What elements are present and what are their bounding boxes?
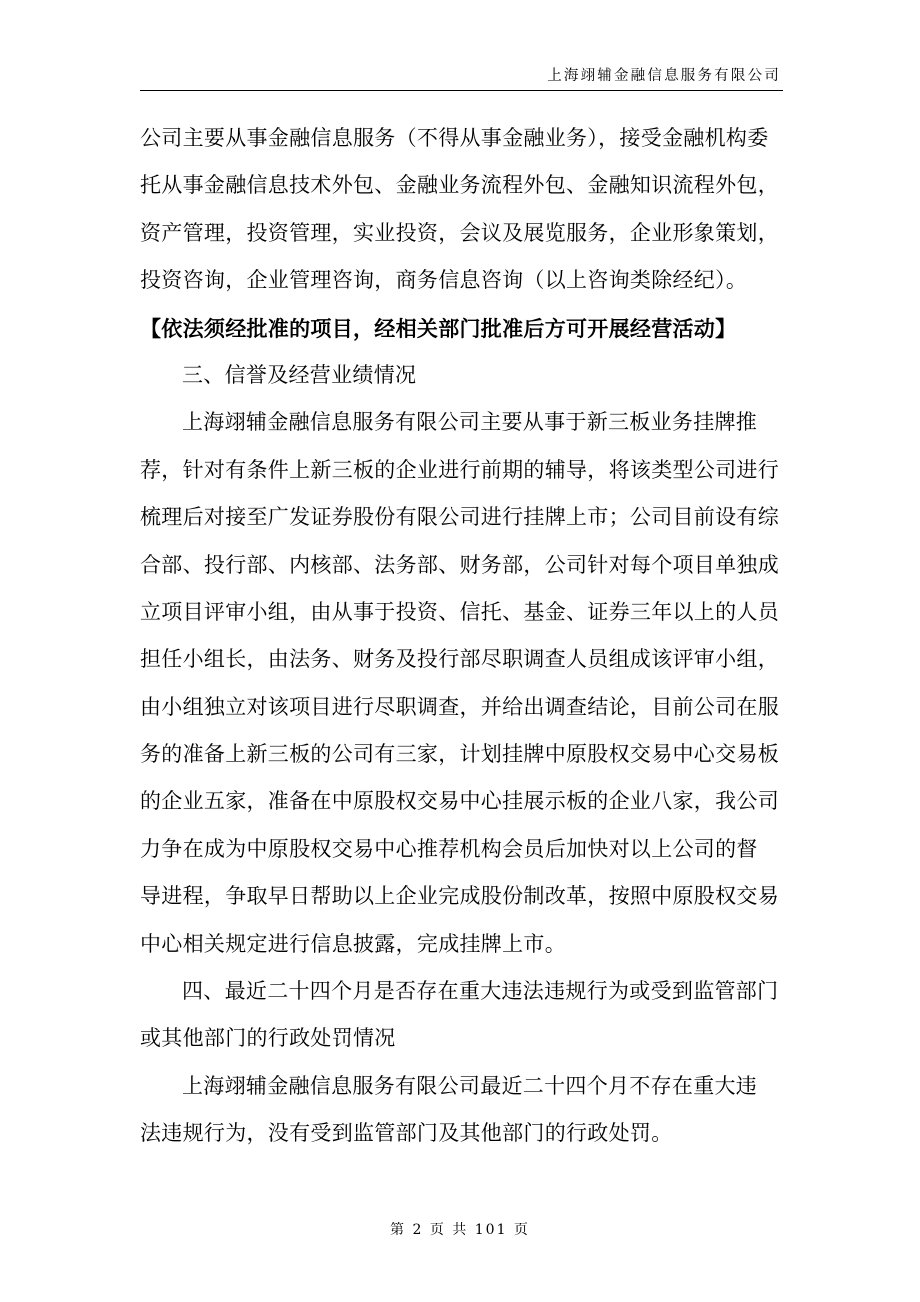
body-line: 法违规行为，没有受到监管部门及其他部门的行政处罚。 — [140, 1121, 673, 1146]
page-header — [140, 60, 783, 91]
body-line: 荐，针对有条件上新三板的企业进行前期的辅导，将该类型公司进行 — [140, 457, 779, 482]
section-heading-4: 四、最近二十四个月是否存在重大违法违规行为或受到监管部门 — [182, 979, 779, 1004]
header-company-name: 上海翊辅金融信息服务有限公司 — [547, 68, 781, 84]
body-line: 梳理后对接至广发证券股份有限公司进行挂牌上市；公司目前设有综 — [140, 505, 779, 530]
body-line: 务的准备上新三板的公司有三家，计划挂牌中原股权交易中心交易板 — [140, 742, 779, 767]
body-line: 中心相关规定进行信息披露，完成挂牌上市。 — [140, 931, 566, 956]
body-line: 导进程，争取早日帮助以上企业完成股份制改革，按照中原股权交易 — [140, 884, 779, 909]
body-line: 立项目评审小组，由从事于投资、信托、基金、证券三年以上的人员 — [140, 599, 779, 624]
body-line: 上海翊辅金融信息服务有限公司最近二十四个月不存在重大违 — [182, 1073, 758, 1098]
body-line: 资产管理，投资管理，实业投资，会议及展览服务，企业形象策划， — [140, 220, 779, 245]
body-line: 合部、投行部、内核部、法务部、财务部，公司针对每个项目单独成 — [140, 552, 779, 577]
body-line: 力争在成为中原股权交易中心推荐机构会员后加快对以上公司的督 — [140, 836, 758, 861]
page-number-footer: 第 2 页 共 101 页 — [390, 1222, 530, 1238]
body-line: 投资咨询，企业管理咨询，商务信息咨询（以上咨询类除经纪）。 — [140, 268, 748, 293]
approval-notice: 【依法须经批准的项目，经相关部门批准后方可开展经营活动】 — [140, 315, 737, 341]
body-line: 公司主要从事金融信息服务（不得从事金融业务），接受金融机构委 — [140, 126, 769, 150]
body-line: 的企业五家，准备在中原股权交易中心挂展示板的企业八家，我公司 — [140, 789, 779, 814]
body-line: 上海翊辅金融信息服务有限公司主要从事于新三板业务挂牌推 — [182, 410, 758, 435]
body-line: 担任小组长，由法务、财务及投行部尽职调查人员组成该评审小组， — [140, 647, 779, 672]
document-body — [140, 115, 783, 1158]
body-line: 由小组独立对该项目进行尽职调查，并给出调查结论，目前公司在服 — [140, 694, 779, 719]
body-line: 托从事金融信息技术外包、金融业务流程外包、金融知识流程外包， — [140, 173, 779, 198]
section-heading-4-cont: 或其他部门的行政处罚情况 — [140, 1026, 396, 1051]
section-heading-3: 三、信誉及经营业绩情况 — [182, 362, 417, 387]
